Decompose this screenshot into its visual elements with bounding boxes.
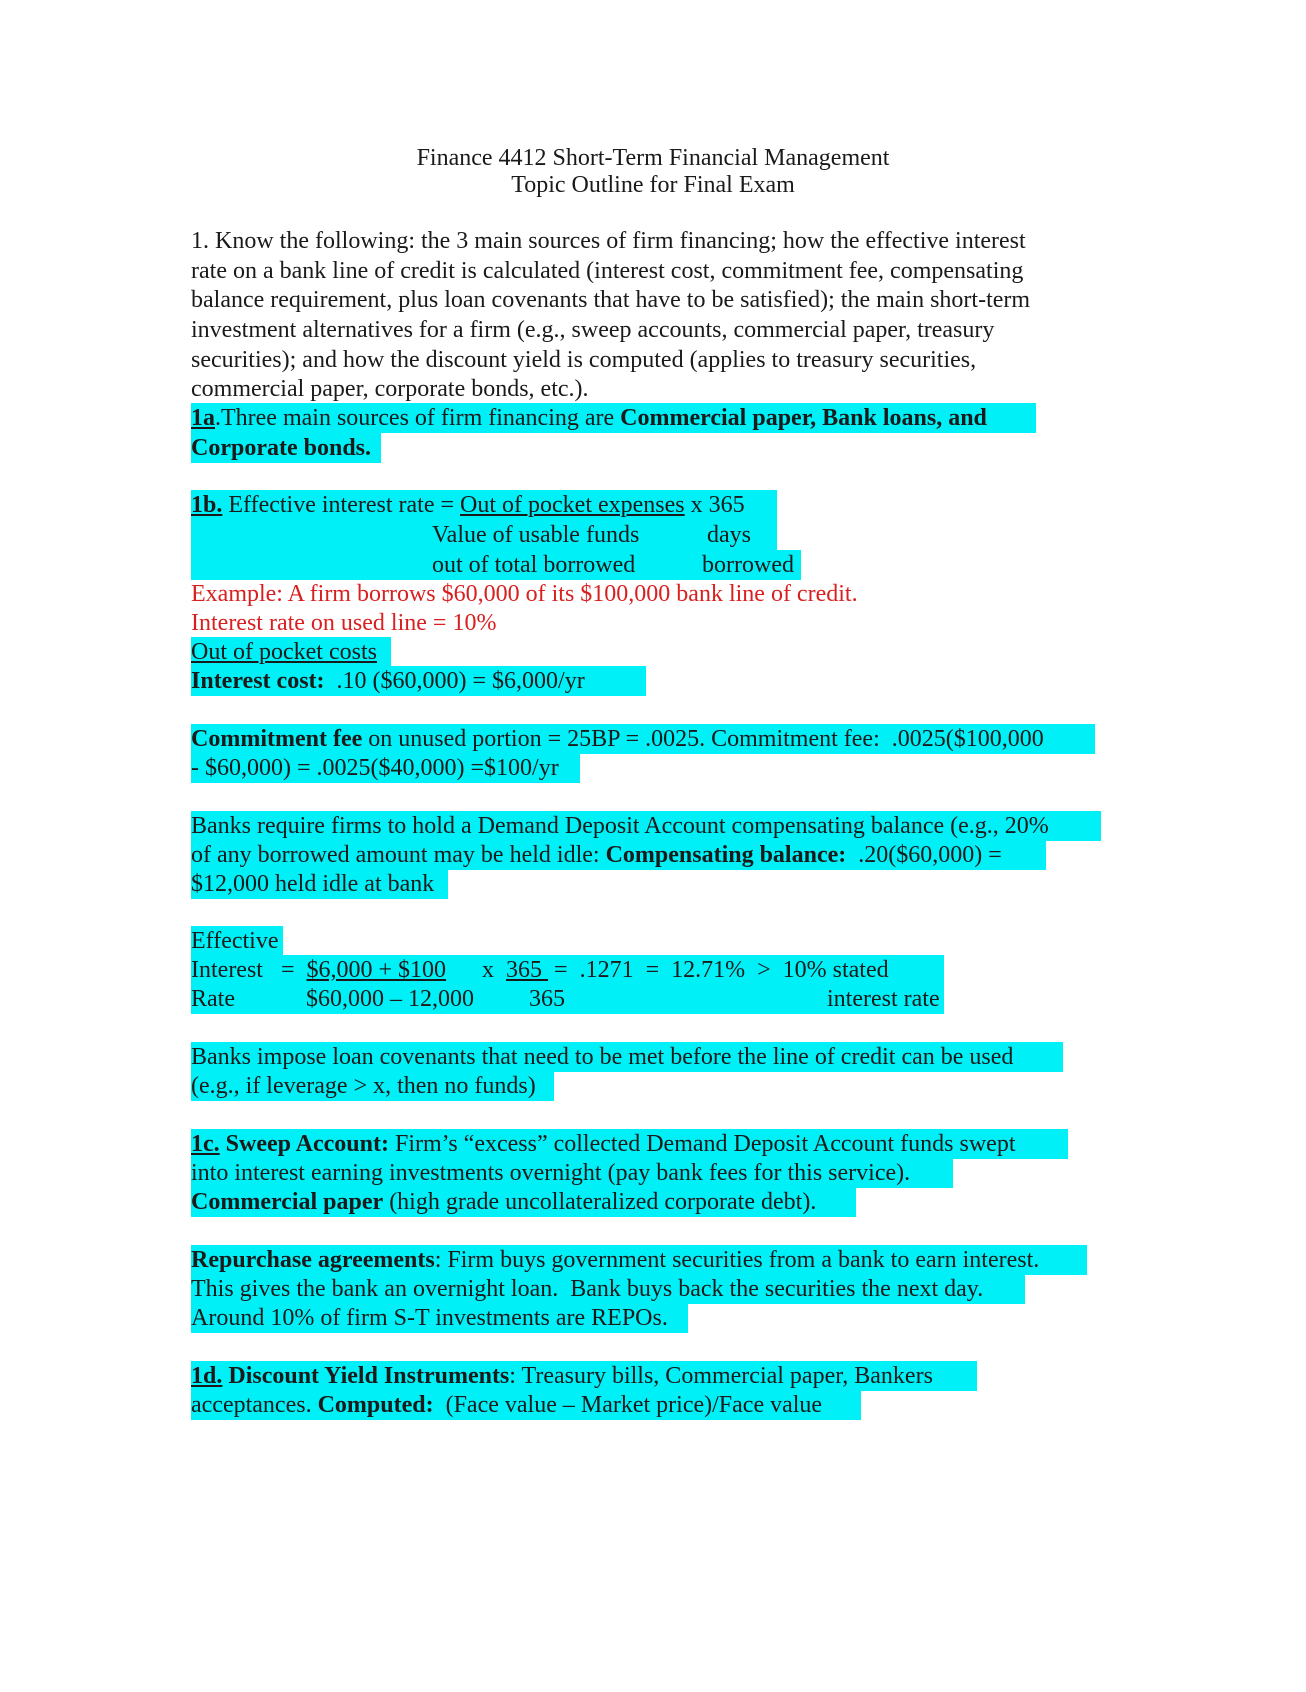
- example-line2: Interest rate on used line = 10%: [191, 610, 497, 636]
- commitment-line2: - $60,000) = .0025($40,000) =$100/yr: [191, 753, 580, 783]
- comp-bold: Compensating balance:: [605, 842, 847, 868]
- effective-365-bottom: 365: [529, 986, 565, 1012]
- costs-heading: Out of pocket costs: [191, 637, 391, 667]
- effective-result: = .1271 = 12.71% > 10% stated: [548, 957, 889, 983]
- section-label: 1a: [191, 405, 215, 431]
- formula-lead: Effective interest rate =: [222, 492, 461, 518]
- section-1d-line1: [191, 1361, 977, 1391]
- repo-bold: Repurchase agreements: [191, 1247, 435, 1273]
- commitment-line1: [191, 724, 1095, 754]
- example-line1: Example: A firm borrows $60,000 of its $100,000 bank line of credit.: [191, 581, 858, 607]
- comp-value: .20($60,000) =: [846, 842, 1002, 868]
- formula-numerator: Out of pocket expenses: [460, 492, 685, 518]
- intro-line: securities); and how the discount yield is computed (applies to treasury securities,: [191, 347, 977, 373]
- intro-line: balance requirement, plus loan covenants that have to be satisfied); the main short-term: [191, 287, 1031, 313]
- formula-borrowed: borrowed: [702, 552, 794, 578]
- commitment-label: Commitment fee: [191, 726, 363, 752]
- section-1c-line3: [191, 1187, 856, 1217]
- comp-line3: $12,000 held idle at bank: [191, 869, 448, 899]
- effective-interest-label: Interest =: [191, 957, 307, 983]
- effective-denominator: $60,000 – 12,000: [306, 986, 474, 1012]
- effective-numerator: $6,000 + $100: [306, 957, 447, 983]
- section-label: 1c.: [191, 1131, 220, 1157]
- repo-text: : Firm buys government securities from a bank to earn interest.: [434, 1247, 1040, 1273]
- effective-rate-label: Rate: [191, 986, 235, 1012]
- effective-times: x: [446, 957, 507, 983]
- section-1a-line2: Corporate bonds.: [191, 433, 381, 463]
- section-label: 1d.: [191, 1363, 223, 1389]
- interest-cost-value: .10 ($60,000) = $6,000/yr: [324, 668, 585, 694]
- intro-line: rate on a bank line of credit is calculated (interest cost, commitment fee, compensating: [191, 258, 1024, 284]
- computed-formula: (Face value – Market price)/Face value: [433, 1392, 823, 1418]
- comp-text: of any borrowed amount may be held idle:: [191, 842, 606, 868]
- formula-365: x 365: [684, 492, 745, 518]
- page-title: Finance 4412 Short-Term Financial Management: [416, 145, 890, 171]
- comp-line2: [191, 840, 1046, 870]
- page-subtitle: Topic Outline for Final Exam: [511, 172, 795, 198]
- section-label: 1b.: [191, 492, 223, 518]
- covenants-line1: Banks impose loan covenants that need to be met before the line of credit can be used: [191, 1042, 1063, 1072]
- formula-line1: [191, 490, 777, 520]
- intro-line: 1. Know the following: the 3 main sources of firm financing; how the effective interest: [191, 228, 1026, 254]
- section-text: Firm’s “excess” collected Demand Deposit Account funds swept: [388, 1131, 1016, 1157]
- formula-den1: Value of usable funds: [432, 522, 640, 548]
- effective-row2: [191, 955, 944, 985]
- section-1a-line1: [191, 403, 1036, 433]
- section-bold: Commercial paper, Bank loans, and: [620, 405, 987, 431]
- repo-line1: [191, 1245, 1087, 1275]
- intro-line: investment alternatives for a firm (e.g., sweep accounts, commercial paper, treasury: [191, 317, 995, 343]
- commercial-paper-text: (high grade uncollateralized corporate debt).: [383, 1189, 817, 1215]
- section-1d-line2: [191, 1390, 861, 1420]
- formula-den2: out of total borrowed: [432, 552, 636, 578]
- section-bold: Discount Yield Instruments: [222, 1363, 510, 1389]
- computed-bold: Computed:: [317, 1392, 434, 1418]
- commercial-paper-bold: Commercial paper: [191, 1189, 384, 1215]
- section-1c-line2: into interest earning investments overnight (pay bank fees for this service).: [191, 1158, 953, 1188]
- covenants-line2: (e.g., if leverage > x, then no funds): [191, 1071, 554, 1101]
- interest-cost-label: Interest cost:: [191, 668, 325, 694]
- formula-days: days: [707, 522, 751, 548]
- repo-line2: This gives the bank an overnight loan. Bank buys back the securities the next day.: [191, 1274, 1025, 1304]
- section-bold: Sweep Account:: [219, 1131, 389, 1157]
- intro-line: commercial paper, corporate bonds, etc.).: [191, 376, 589, 402]
- effective-365-top: 365: [506, 957, 549, 983]
- effective-interest-rate-text: interest rate: [827, 986, 940, 1012]
- comp-line1: Banks require firms to hold a Demand Deposit Account compensating balance (e.g., 20%: [191, 811, 1101, 841]
- repo-line3: Around 10% of firm S-T investments are REPOs.: [191, 1303, 688, 1333]
- commitment-text: on unused portion = 25BP = .0025. Commitment fee: .0025($100,000: [362, 726, 1044, 752]
- effective-label: Effective: [191, 926, 283, 956]
- section-1c-line1: [191, 1129, 1068, 1159]
- section-text: acceptances.: [191, 1392, 318, 1418]
- interest-cost-line: [191, 666, 646, 696]
- section-text: .Three main sources of firm financing are: [215, 405, 621, 431]
- section-text: : Treasury bills, Commercial paper, Bankers: [509, 1363, 933, 1389]
